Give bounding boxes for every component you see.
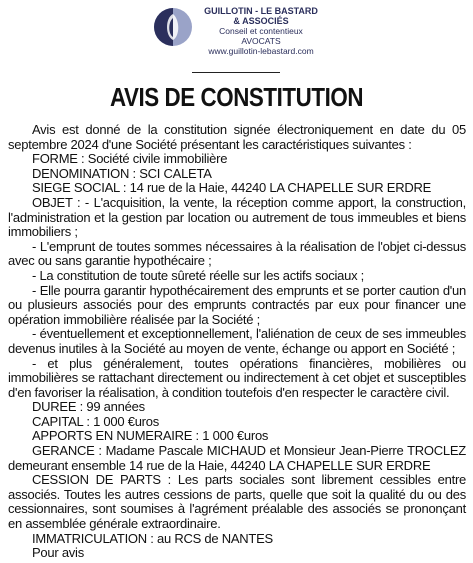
paragraph-pour-avis: Pour avis [32, 545, 84, 561]
paragraph-intro: Avis est donné de la constitution signée électroniquement en date du 05 septembre 2024 d'une Société présentant les caractéristiques suivantes : [8, 122, 466, 152]
paragraph-objet-surete: - La constitution de toute sûreté réelle sur les actifs sociaux ; [32, 267, 365, 283]
paragraph-siege: SIEGE SOCIAL : 14 rue de la Haie, 44240 LA CHAPELLE SUR ERDRE [32, 180, 432, 196]
paragraph-duree: DUREE : 99 années [32, 399, 145, 415]
paragraph-apports: APPORTS EN NUMERAIRE : 1 000 €uros [32, 428, 269, 444]
paragraph-forme: FORME : Société civile immobilière [32, 151, 228, 167]
firm-profession: AVOCATS [241, 36, 281, 46]
firm-name-line2: & ASSOCIÉS [233, 16, 289, 26]
paragraph-capital: CAPITAL : 1 000 €uros [32, 413, 159, 429]
firm-website: www.guillotin-lebastard.com [208, 46, 314, 56]
paragraph-cession: CESSION DE PARTS : Les parts sociales sont librement cessibles entre associés. Toutes les autres cessions de parts, quelle que soit la qualité du ou des cessionnaires, sont soumises à l'agrément préalable des associés se prononçant en assemblée générale extraordinaire. [8, 472, 466, 532]
firm-name-line1: GUILLOTIN - LE BASTARD [204, 6, 318, 16]
paragraph-objet-garantie: - Elle pourra garantir hypothécairement des emprunts et se porter caution d'un ou plusieurs associés pour des emprunts contractés par eux pour financer une opération immobilière réalisée par la Société ; [8, 282, 466, 327]
firm-identity [196, 6, 326, 56]
letterhead [150, 4, 330, 62]
title-divider [192, 72, 280, 73]
paragraph-objet: OBJET : - L'acquisition, la vente, la réception comme apport, la construction, l'administration et la gestion par location ou autrement de tous immeubles et biens immobiliers ; [8, 194, 466, 240]
paragraph-objet-general: - et plus généralement, toutes opérations financières, mobilières ou immobilières se rattachant directement ou indirectement à cet objet et susceptibles d'en favoriser la réalisation, à condition toutefois d'en respecter le caractère civil. [8, 355, 466, 400]
paragraph-objet-emprunt: - L'emprunt de toutes sommes nécessaires à la réalisation de l'objet ci-dessus avec ou sans garantie hypothécaire ; [8, 238, 466, 269]
firm-logo-icon [153, 6, 193, 48]
firm-tagline: Conseil et contentieux [219, 26, 303, 36]
paragraph-gerance: GERANCE : Madame Pascale MICHAUD et Monsieur Jean-Pierre TROCLEZ demeurant ensemble 14 rue de la Haie, 44240 LA CHAPELLE SUR ERDRE [8, 443, 466, 473]
paragraph-immatriculation: IMMATRICULATION : au RCS de NANTES [32, 530, 273, 546]
paragraph-denomination: DENOMINATION : SCI CALETA [32, 165, 212, 181]
paragraph-objet-alienation: - éventuellement et exceptionnellement, l'aliénation de ceux de ses immeubles devenus inutiles à la Société au moyen de vente, échange ou apport en Société ; [8, 326, 466, 356]
notice-title: AVIS DE CONSTITUTION [109, 82, 364, 112]
notice-body [8, 123, 466, 561]
